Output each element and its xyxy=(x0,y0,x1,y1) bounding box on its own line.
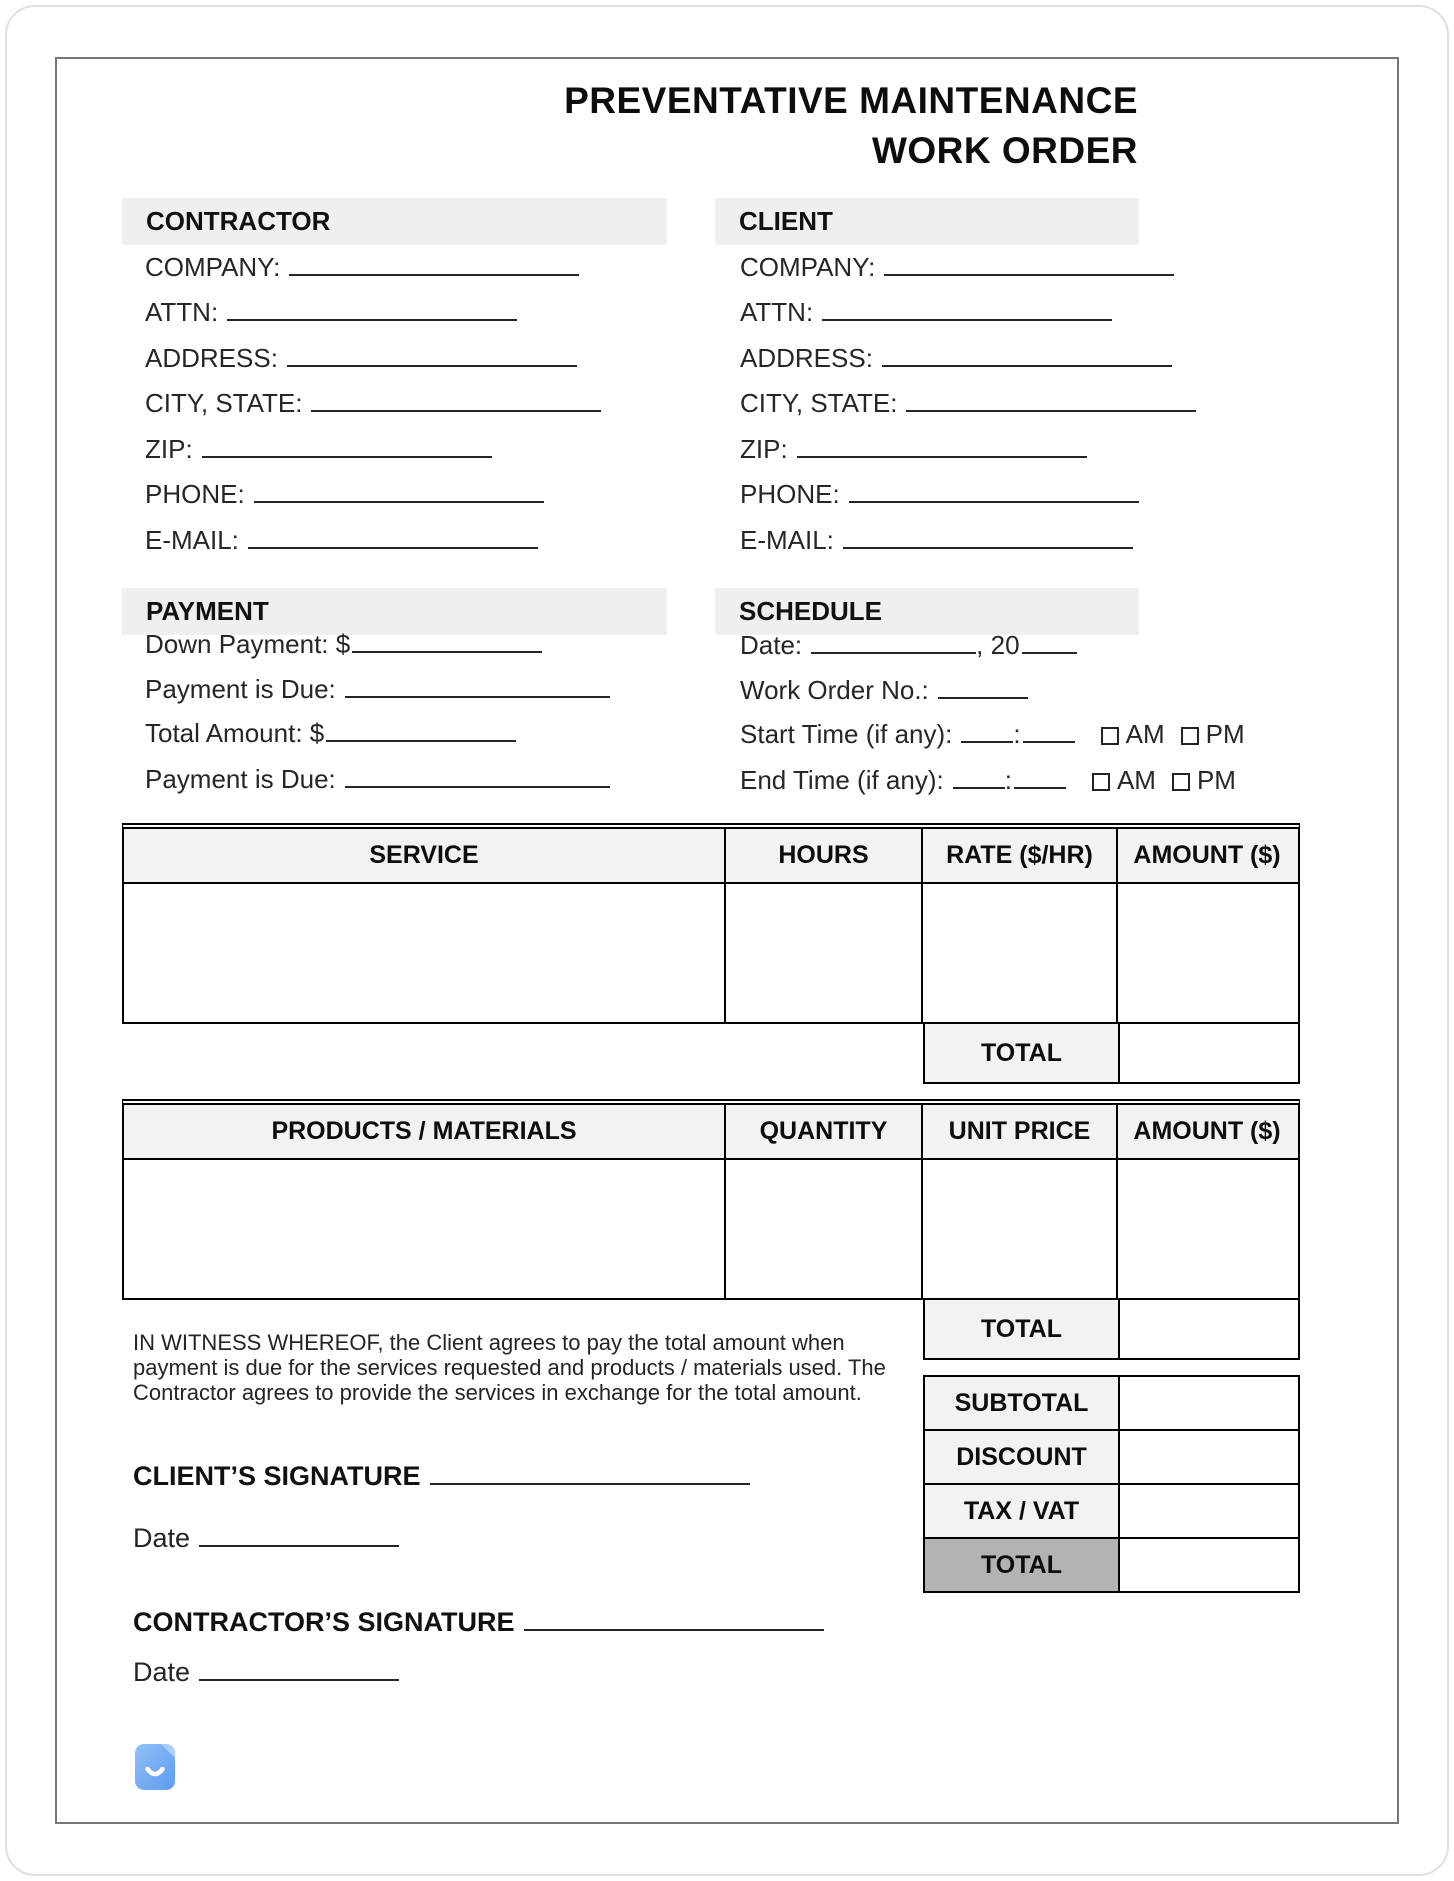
payment-section-header: PAYMENT xyxy=(122,588,667,635)
contractor-attn-label: ATTN: xyxy=(145,297,219,327)
discount-row xyxy=(925,1431,1298,1485)
products-table-header xyxy=(124,1105,1298,1160)
grand-total-value-cell[interactable] xyxy=(1120,1539,1298,1591)
contractor-address-label: ADDRESS: xyxy=(145,343,278,373)
client-company-line[interactable] xyxy=(884,260,1174,276)
service-total-value-cell[interactable] xyxy=(1120,1024,1298,1082)
tax-vat-value-cell[interactable] xyxy=(1120,1485,1298,1537)
discount-value-cell[interactable] xyxy=(1120,1431,1298,1483)
hours-col-header: HOURS xyxy=(726,829,923,882)
payment-due-line-1[interactable] xyxy=(345,682,610,698)
total-amount-line[interactable] xyxy=(326,726,516,742)
client-city-state-row xyxy=(740,388,1196,428)
client-address-line[interactable] xyxy=(882,351,1172,367)
products-amount-cell[interactable] xyxy=(1118,1160,1296,1298)
down-payment-row xyxy=(145,629,542,669)
service-table xyxy=(122,823,1300,1024)
start-time-label: Start Time (if any): xyxy=(740,719,953,749)
rate-col-header: RATE ($/HR) xyxy=(923,829,1118,882)
down-payment-label: Down Payment: $ xyxy=(145,629,351,659)
start-time-minute-line[interactable] xyxy=(1023,727,1075,743)
schedule-year-line[interactable] xyxy=(1022,638,1077,654)
eforms-document-logo-icon xyxy=(135,1744,175,1790)
work-order-no-label: Work Order No.: xyxy=(740,675,929,705)
end-pm-label: PM xyxy=(1196,765,1236,795)
discount-label: DISCOUNT xyxy=(925,1431,1120,1483)
contractor-signature-line[interactable] xyxy=(524,1615,824,1631)
start-am-checkbox[interactable] xyxy=(1101,727,1119,745)
client-phone-row xyxy=(740,479,1139,519)
contractor-email-label: E-MAIL: xyxy=(145,525,239,555)
client-zip-line[interactable] xyxy=(797,442,1087,458)
contractor-section-header: CONTRACTOR xyxy=(122,198,667,245)
client-email-row xyxy=(740,525,1133,565)
contractor-city-state-label: CITY, STATE: xyxy=(145,388,303,418)
witness-clause-text: IN WITNESS WHEREOF, the Client agrees to pay the total amount when payment is due for the services requested and products / materials used. The Contractor agrees to provide the services in exchange for the total amount. xyxy=(133,1330,886,1405)
down-payment-line[interactable] xyxy=(352,637,542,653)
contractor-company-row xyxy=(145,252,579,292)
contractor-city-state-line[interactable] xyxy=(311,396,601,412)
contractor-date-label: Date xyxy=(133,1657,191,1687)
page-title xyxy=(380,76,1138,176)
service-col-header: SERVICE xyxy=(124,829,726,882)
contractor-company-label: COMPANY: xyxy=(145,252,281,282)
client-city-state-label: CITY, STATE: xyxy=(740,388,898,418)
subtotal-row xyxy=(925,1377,1298,1431)
client-phone-label: PHONE: xyxy=(740,479,840,509)
contractor-zip-row xyxy=(145,434,492,474)
service-table-header xyxy=(124,829,1298,884)
start-time-hour-line[interactable] xyxy=(961,727,1013,743)
contractor-address-row xyxy=(145,343,577,383)
contractor-attn-row xyxy=(145,297,517,337)
start-pm-label: PM xyxy=(1205,719,1245,749)
contractor-email-row xyxy=(145,525,538,565)
products-quantity-cell[interactable] xyxy=(726,1160,923,1298)
unit-price-col-header: UNIT PRICE xyxy=(923,1105,1118,1158)
contractor-zip-line[interactable] xyxy=(202,442,492,458)
client-section-header: CLIENT xyxy=(715,198,1139,245)
start-time-colon: : xyxy=(1013,719,1021,749)
products-table-body xyxy=(124,1160,1298,1298)
client-signature-row xyxy=(133,1461,750,1505)
payment-due-line-2[interactable] xyxy=(345,772,610,788)
schedule-year-prefix: , 20 xyxy=(976,630,1020,660)
payment-due-row-1 xyxy=(145,674,610,714)
client-date-label: Date xyxy=(133,1523,191,1553)
end-time-colon: : xyxy=(1004,765,1012,795)
products-table xyxy=(122,1099,1300,1300)
client-address-label: ADDRESS: xyxy=(740,343,873,373)
work-order-no-line[interactable] xyxy=(938,683,1028,699)
service-description-cell[interactable] xyxy=(124,884,726,1022)
contractor-phone-row xyxy=(145,479,544,519)
service-hours-cell[interactable] xyxy=(726,884,923,1022)
grand-total-label: TOTAL xyxy=(925,1539,1120,1591)
client-company-label: COMPANY: xyxy=(740,252,876,282)
service-total-label: TOTAL xyxy=(925,1024,1120,1082)
total-amount-row xyxy=(145,718,516,758)
end-pm-checkbox[interactable] xyxy=(1172,773,1190,791)
summary-table xyxy=(923,1375,1300,1593)
products-description-cell[interactable] xyxy=(124,1160,726,1298)
contractor-email-line[interactable] xyxy=(248,533,538,549)
service-total-row xyxy=(923,1022,1300,1084)
payment-due-label-2: Payment is Due: xyxy=(145,764,336,794)
end-time-row xyxy=(740,765,1236,805)
client-email-label: E-MAIL: xyxy=(740,525,834,555)
client-city-state-line[interactable] xyxy=(906,396,1196,412)
tax-vat-row xyxy=(925,1485,1298,1539)
work-order-no-row xyxy=(740,675,1028,715)
contractor-phone-line[interactable] xyxy=(254,487,544,503)
end-am-checkbox[interactable] xyxy=(1092,773,1110,791)
client-attn-line[interactable] xyxy=(822,305,1112,321)
payment-due-row-2 xyxy=(145,764,610,804)
client-signature-line[interactable] xyxy=(430,1469,750,1485)
client-zip-row xyxy=(740,434,1087,474)
client-attn-label: ATTN: xyxy=(740,297,814,327)
products-unit-price-cell[interactable] xyxy=(923,1160,1118,1298)
subtotal-value-cell[interactable] xyxy=(1120,1377,1298,1429)
end-time-minute-line[interactable] xyxy=(1014,773,1066,789)
end-time-label: End Time (if any): xyxy=(740,765,944,795)
products-total-value-cell[interactable] xyxy=(1120,1300,1298,1358)
client-phone-line[interactable] xyxy=(849,487,1139,503)
amount-col-header: AMOUNT ($) xyxy=(1133,841,1281,869)
schedule-date-row xyxy=(740,630,1077,670)
end-am-label: AM xyxy=(1116,765,1156,795)
client-date-line[interactable] xyxy=(199,1531,399,1547)
client-date-row xyxy=(133,1523,399,1567)
page-title-line2: WORK ORDER xyxy=(871,130,1138,171)
products-total-label: TOTAL xyxy=(925,1300,1120,1358)
contractor-signature-row xyxy=(133,1607,824,1651)
schedule-section-header: SCHEDULE xyxy=(715,588,1139,635)
service-table-body xyxy=(124,884,1298,1022)
client-zip-label: ZIP: xyxy=(740,434,788,464)
client-email-line[interactable] xyxy=(843,533,1133,549)
client-attn-row xyxy=(740,297,1112,337)
start-time-row xyxy=(740,719,1245,759)
contractor-city-state-row xyxy=(145,388,601,428)
client-address-row xyxy=(740,343,1172,383)
page-title-line1: PREVENTATIVE MAINTENANCE xyxy=(564,80,1138,121)
contractor-company-line[interactable] xyxy=(289,260,579,276)
client-company-row xyxy=(740,252,1174,292)
products-total-row xyxy=(923,1298,1300,1360)
start-pm-checkbox[interactable] xyxy=(1181,727,1199,745)
subtotal-label: SUBTOTAL xyxy=(925,1377,1120,1429)
grand-total-row xyxy=(925,1539,1298,1591)
payment-due-label-1: Payment is Due: xyxy=(145,674,336,704)
contractor-phone-label: PHONE: xyxy=(145,479,245,509)
client-signature-label: CLIENT’S SIGNATURE xyxy=(133,1461,421,1491)
products-col-header: PRODUCTS / MATERIALS xyxy=(124,1105,726,1158)
quantity-col-header: QUANTITY xyxy=(726,1105,923,1158)
service-rate-cell[interactable] xyxy=(923,884,1118,1022)
service-amount-cell[interactable] xyxy=(1118,884,1296,1022)
products-amount-col-header: AMOUNT ($) xyxy=(1133,1117,1281,1145)
start-am-label: AM xyxy=(1125,719,1165,749)
schedule-date-line[interactable] xyxy=(811,638,976,654)
contractor-zip-label: ZIP: xyxy=(145,434,193,464)
total-amount-label: Total Amount: $ xyxy=(145,718,325,748)
contractor-attn-line[interactable] xyxy=(227,305,517,321)
contractor-date-line[interactable] xyxy=(199,1665,399,1681)
contractor-address-line[interactable] xyxy=(287,351,577,367)
schedule-date-label: Date: xyxy=(740,630,803,660)
contractor-signature-label: CONTRACTOR’S SIGNATURE xyxy=(133,1607,515,1637)
tax-vat-label: TAX / VAT xyxy=(925,1485,1120,1537)
contractor-date-row xyxy=(133,1657,399,1701)
end-time-hour-line[interactable] xyxy=(953,773,1005,789)
